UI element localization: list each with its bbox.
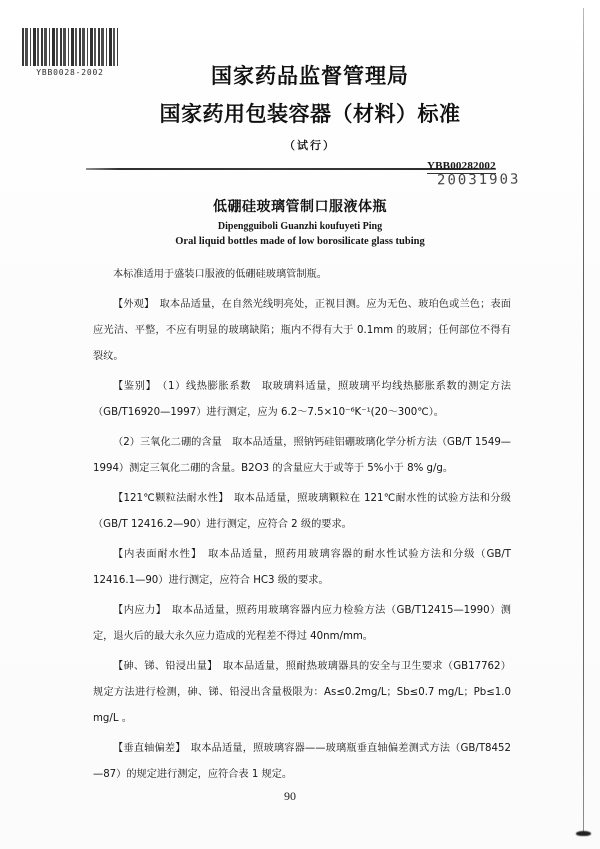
barcode-icon xyxy=(22,28,118,66)
trial-notice: （试行） xyxy=(284,139,336,152)
masthead xyxy=(110,60,510,153)
standard-series-title: 国家药用包装容器（材料）标准 xyxy=(159,102,461,126)
paragraph-appearance: 【外观】 取本品适量，在自然光线明亮处，正视目测。应为无色、玻珀色或兰色；表面应光洁、平整，不应有明显的玻璃缺陷；瓶内不得有大于 0.1mm 的玻屑；任何部位不得有裂纹。 xyxy=(93,299,511,362)
title-chinese: 低硼硅玻璃管制口服液体瓶 xyxy=(213,199,387,215)
paragraph-internal-stress: 【内应力】 取本品适量，照药用玻璃容器内应力检验方法（GB/T12415—1990）测定，退火后的最大永久应力造成的光程差不得过 40nm/mm。 xyxy=(93,605,511,642)
paragraph-granule-water-resistance: 【121℃颗粒法耐水性】 取本品适量，照玻璃颗粒在 121℃耐水性的试验方法和分级（GB/T 12416.2—90）进行测定，应符合 2 级的要求。 xyxy=(93,493,511,530)
paragraph-identification-1: 【鉴别】 （1）线热膨胀系数 取玻璃料适量，照玻璃平均线热膨胀系数的测定方法（GB/T16920—1997）进行测定，应为 6.2～7.5×10⁻⁶K⁻¹(20～300℃）。 xyxy=(93,381,511,418)
title-english: Oral liquid bottles made of low borosilicate glass tubing xyxy=(175,236,425,247)
barcode-block xyxy=(22,28,118,77)
barcode-label: YBB0028-2002 xyxy=(36,68,104,77)
paragraph-vertical-axis-deviation: 【垂直轴偏差】 取本品适量，照玻璃容器——玻璃瓶垂直轴偏差测式方法（GB/T8452—87）的规定进行测定，应符合表 1 规定。 xyxy=(93,743,511,780)
scan-edge-blob-artifact xyxy=(576,831,591,836)
standard-code-value: YBB00282002 xyxy=(427,160,496,172)
title-pinyin: Dipengguiboli Guanzhi koufuyeti Ping xyxy=(217,221,383,232)
paragraph-leaching: 【砷、锑、铅浸出量】 取本品适量，照耐热玻璃器具的安全与卫生要求（GB17762）规定方法进行检测，砷、锑、铅浸出含量极限为：As≤0.2mg/L；Sb≤0.7 mg/L；Pb≤1.0 mg/L 。 xyxy=(93,661,511,724)
paragraph-identification-2: （2）三氧化二硼的含量 取本品适量，照钠钙硅铝硼玻璃化学分析方法（GB/T 1549—1994）测定三氧化二硼的含量。B2O3 的含量应大于或等于 5%小于 8% g/g。 xyxy=(93,437,511,474)
paragraph-inner-surface-water-resistance: 【内表面耐水性】 取本品适量，照药用玻璃容器的耐水性试验方法和分级（GB/T 12416.1—90）进行测定，应符合 HC3 级的要求。 xyxy=(93,549,511,586)
standard-code xyxy=(427,160,496,172)
paragraph-scope: 本标准适用于盛装口服液的低硼硅玻璃管制瓶。 xyxy=(113,269,327,280)
body-content xyxy=(93,262,511,792)
issuing-authority: 国家药品监督管理局 xyxy=(211,64,409,88)
scan-edge-artifact xyxy=(583,8,584,833)
stamp-number: 20031903 xyxy=(436,171,521,189)
page-number: 90 xyxy=(284,789,296,803)
standard-title-block xyxy=(100,196,500,247)
